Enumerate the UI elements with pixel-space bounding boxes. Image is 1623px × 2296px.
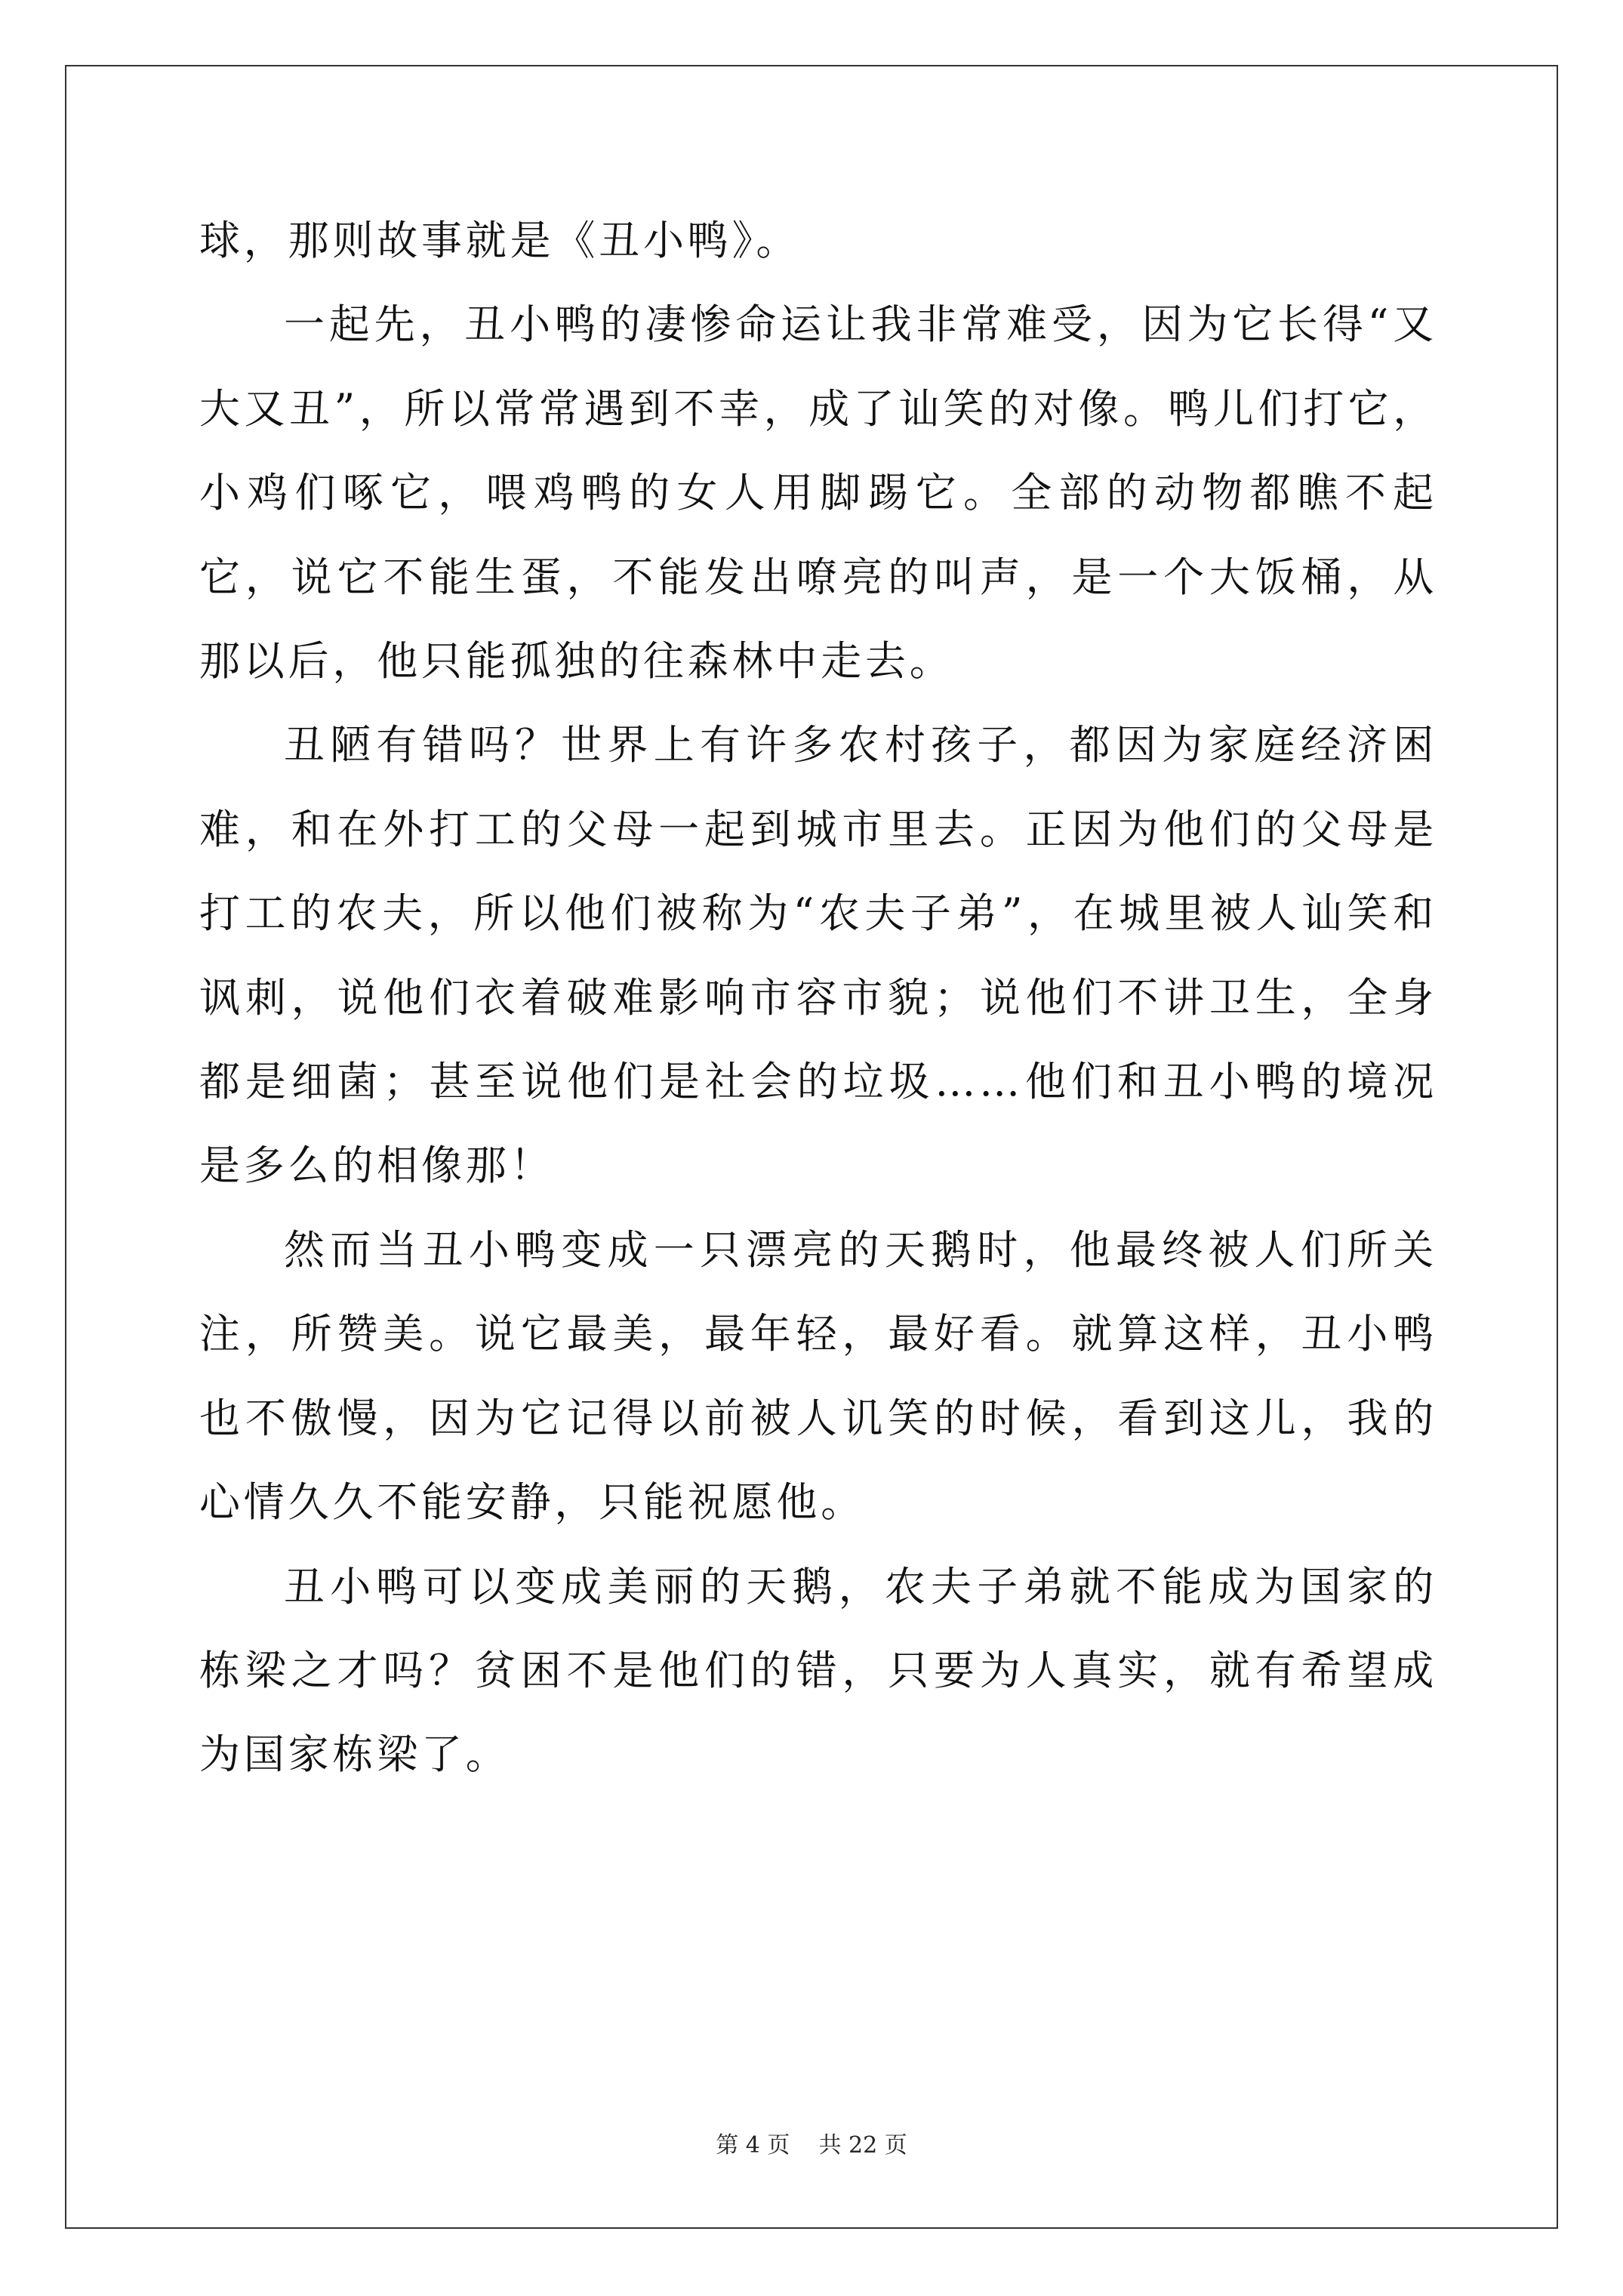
paragraph-2: 一起先，丑小鸭的凄惨命运让我非常难受，因为它长得“又大又丑”，所以常常遇到不幸，成了讪笑的对像。鸭儿们打它，小鸡们啄它，喂鸡鸭的女人用脚踢它。全部的动物都瞧不起它，说它不能生蛋，不能发出嘹亮的叫声，是一个大饭桶，从那以后，他只能孤独的往森林中走去。	[199, 300, 1437, 686]
document-body	[199, 199, 1437, 1797]
paragraph-4: 然而当丑小鸭变成一只漂亮的天鹅时，他最终被人们所关注，所赞美。说它最美，最年轻，最好看。就算这样，丑小鸭也不傲慢，因为它记得以前被人讥笑的时候，看到这儿，我的心情久久不能安静，只能祝愿他。	[199, 1225, 1437, 1527]
paragraph-1: 球，那则故事就是《丑小鸭》。	[199, 217, 801, 264]
paragraph-3: 丑陋有错吗？世界上有许多农村孩子，都因为家庭经济困难，和在外打工的父母一起到城市里去。正因为他们的父母是打工的农夫，所以他们被称为“农夫子弟”，在城里被人讪笑和讽刺，说他们衣着破难影响市容市貌；说他们不讲卫生，全身都是细菌；甚至说他们是社会的垃圾……他们和丑小鸭的境况是多么的相像那！	[199, 721, 1437, 1190]
paragraph-5: 丑小鸭可以变成美丽的天鹅，农夫子弟就不能成为国家的栋梁之才吗？贫困不是他们的错，只要为人真实，就有希望成为国家栋梁了。	[199, 1562, 1437, 1779]
page-number-footer: 第 4 页 共 22 页	[716, 2132, 907, 2159]
